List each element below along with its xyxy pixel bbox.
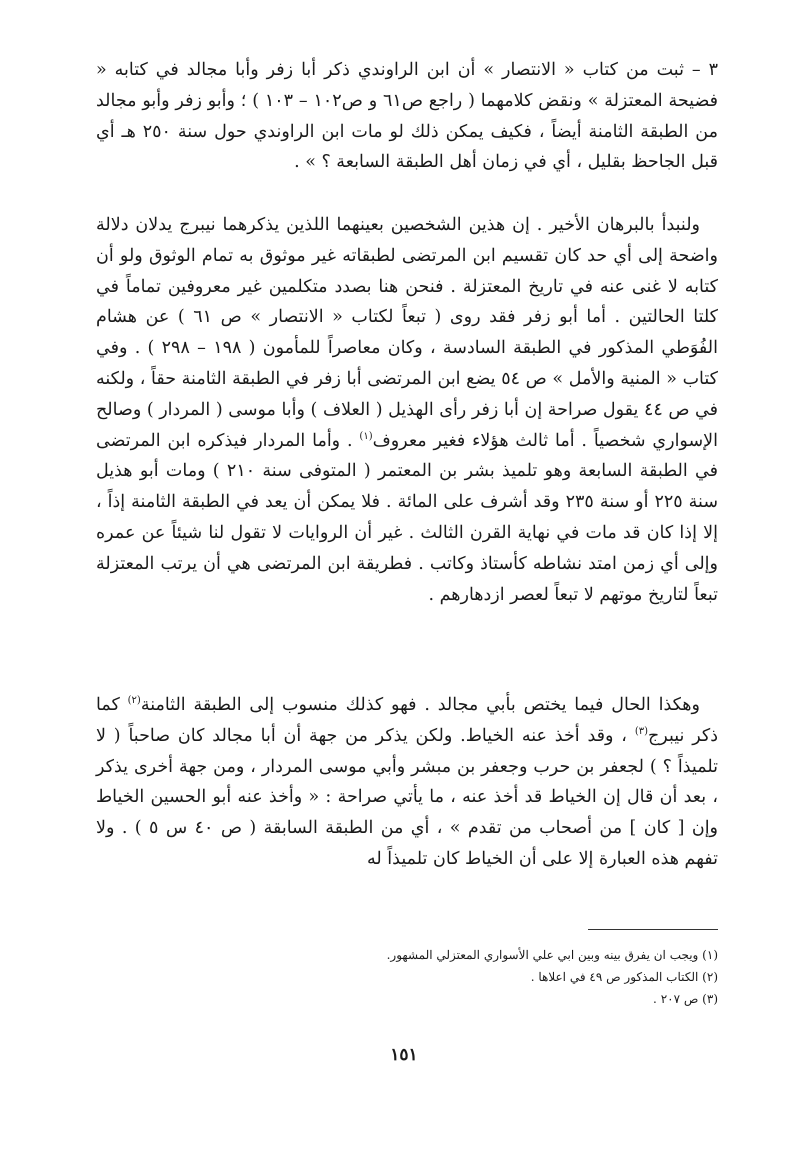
paragraph-2-part-a: ولنبدأ بالبرهان الأخير . إن هذين الشخصين بعينهما اللذين يذكرهما نيبرج يدلان دلالة واضحة إلى أي حد كان تقسيم ابن المرتضى لطبقاته غير موثوق به تمام الوثوق ولو أن كتابه لا غنى عنه في تاريخ المعتزلة . فنحن هنا بصدد متكلمين غير معروفين تماماً في كلتا الحالتين . أما أبو زفر فقد روى ( تبعاً لكتاب « الانتصار » ص ٦١ ) عن هشام الفُوَطي المذكور في الطبقة السادسة ، وكان معاصراً للمأمون ( ١٩٨ – ٢٩٨ ) . وفي كتاب « المنية والأمل » ص ٥٤ يضع ابن المرتضى أبا زفر في الطبقة الثامنة حقاً ، ولكنه في ص ٤٤ يقول صراحة إن أبا زفر رأى الهذيل ( العلاف ) وأبا موسى ( المردار ) وصالح الإسواري شخصياً . أما ثالث هؤلاء فغير معروف bbox=[96, 215, 718, 451]
footnote-ref-3: (٣) bbox=[634, 725, 648, 737]
paragraph-3-part-a: وهكذا الحال فيما يختص بأبي مجالد . فهو كذلك منسوب إلى الطبقة الثامنة bbox=[140, 695, 700, 715]
paragraph-1-text: ٣ – ثبت من كتاب « الانتصار » أن ابن الراوندي ذكر أبا زفر وأبا مجالد في كتابه « فضيحة المعتزلة » ونقض كلامهما ( راجع ص٦١ و ص١٠٢ – ١٠٣ ) ؛ وأبو زفر وأبو مجالد من الطبقة الثامنة أيضاً ، فكيف يمكن ذلك لو مات ابن الراوندي حول سنة ٢٥٠ هـ أي قبل الجاحظ بقليل ، أي في زمان أهل الطبقة السابعة ؟ » . bbox=[96, 60, 718, 173]
footnote-3: (٣) ص ٢٠٧ . bbox=[653, 992, 718, 1006]
paragraph-3-text bbox=[96, 690, 718, 875]
page-number: ١٥١ bbox=[390, 1045, 418, 1065]
paragraph-2-text bbox=[96, 210, 718, 610]
paragraph-2-part-b: . وأما المردار فيذكره ابن المرتضى في الطبقة السابعة وهو تلميذ بشر بن المعتمر ( المتوفى سنة ٢١٠ ) ومات أبو هذيل سنة ٢٢٥ أو سنة ٢٣٥ وقد أشرف على المائة . فلا يمكن أن يعد في الطبقة الثامنة إذاً ، إلا إذا كان قد مات في نهاية القرن الثالث . غير أن الروايات لا تقول لنا شيئاً عن عمره وإلى أي زمن امتد نشاطه كأستاذ وكاتب . فطريقة ابن المرتضى هي أن يرتب المعتزلة تبعاً لتاريخ موتهم لا تبعاً لعصر ازدهارهم . bbox=[96, 430, 718, 605]
footnote-ref-2: (٢) bbox=[127, 695, 141, 707]
footnotes bbox=[300, 944, 718, 1010]
paragraph-2 bbox=[96, 210, 718, 610]
footnote-divider bbox=[588, 929, 718, 930]
paragraph-1 bbox=[96, 55, 718, 178]
footnote-1: (١) ويجب ان يفرق بينه وبين ابي علي الأسواري المعتزلي المشهور. bbox=[386, 948, 718, 962]
paragraph-3-part-b: كما ذكر نيبرج bbox=[96, 695, 718, 746]
paragraph-3 bbox=[96, 690, 718, 875]
paragraph-3-part-c: ، وقد أخذ عنه الخياط. ولكن يذكر من جهة أن أبا مجالد كان صاحباً ( لا تلميذاً ؟ ) لجعفر بن حرب وجعفر بن مبشر وأبي موسى المردار ، ومن جهة أخرى يذكر ، بعد أن قال إن الخياط قد أخذ عنه ، ما يأتي صراحة : « وأخذ عنه أبو الحسين الخياط وإن [ كان ] من أصحاب من تقدم » ، أي من الطبقة السابقة ( ص ٤٠ س ٥ ) . ولا تفهم هذه العبارة إلا على أن الخياط كان تلميذاً له bbox=[96, 725, 719, 869]
footnote-2: (٢) الكتاب المذكور ص ٤٩ في اعلاها . bbox=[530, 970, 718, 984]
footnote-ref-1: (١) bbox=[359, 430, 373, 442]
